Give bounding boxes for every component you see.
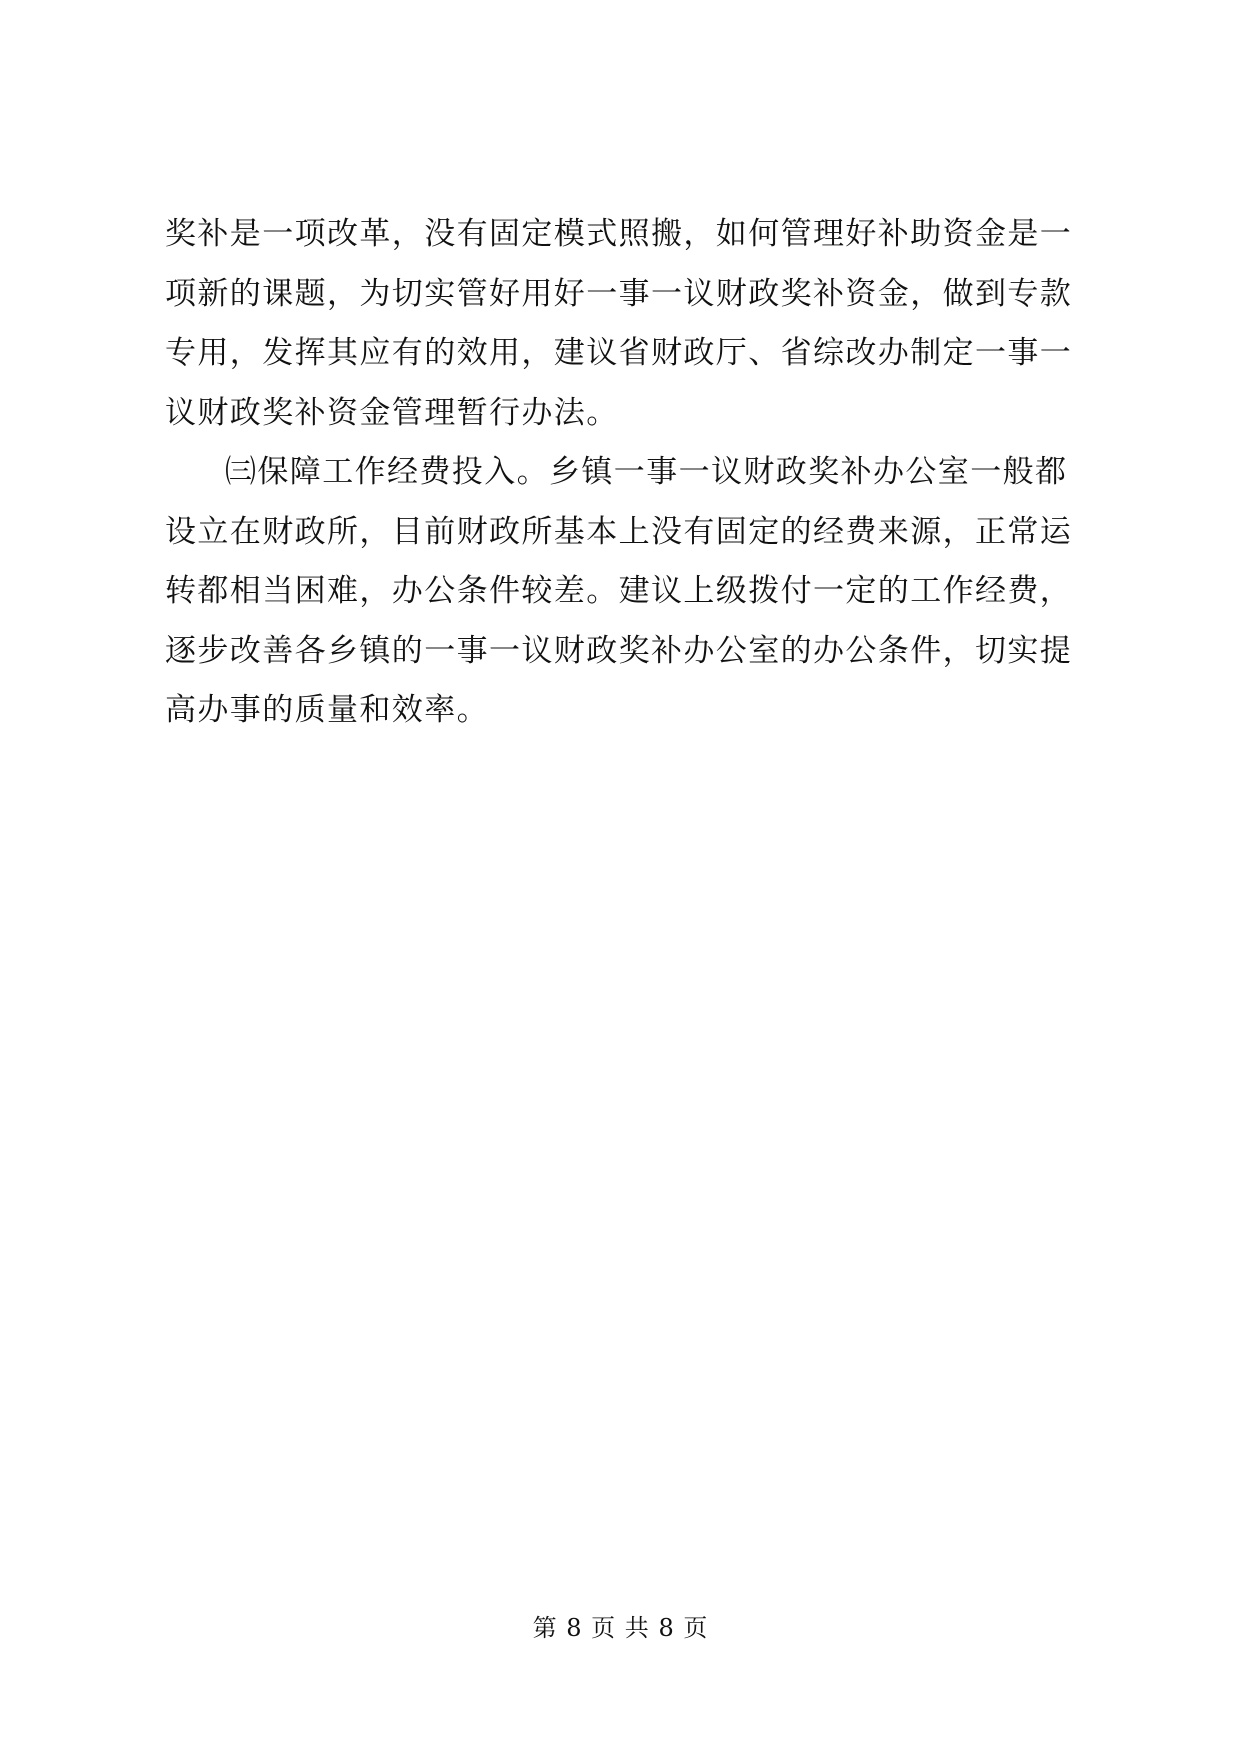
- text-line: 转都相当困难，办公条件较差。建议上级拨付一定的工作经费，: [165, 573, 1073, 609]
- text-line: 逐步改善各乡镇的一事一议财政奖补办公室的办公条件，切实提: [165, 632, 1073, 669]
- paragraph-1: [165, 205, 1085, 443]
- text-line: ㈢保障工作经费投入。乡镇一事一议财政奖补办公室一般都: [225, 454, 1068, 490]
- text-line: 高办事的质量和效率。: [165, 692, 489, 728]
- text-line: 奖补是一项改革，没有固定模式照搬，如何管理好补助资金是一: [165, 216, 1073, 252]
- text-line: 设立在财政所，目前财政所基本上没有固定的经费来源，正常运: [165, 513, 1073, 550]
- body-text: [165, 205, 1085, 741]
- page-footer: [0, 1608, 1241, 1643]
- text-line: 专用，发挥其应有的效用，建议省财政厅、省综改办制定一事一: [165, 335, 1073, 371]
- text-line: 议财政奖补资金管理暂行办法。: [165, 394, 619, 431]
- page-number-label: 第 8 页 共 8 页: [532, 1614, 709, 1642]
- text-line: 项新的课题，为切实管好用好一事一议财政奖补资金，做到专款: [165, 275, 1073, 312]
- paragraph-2: [165, 443, 1085, 741]
